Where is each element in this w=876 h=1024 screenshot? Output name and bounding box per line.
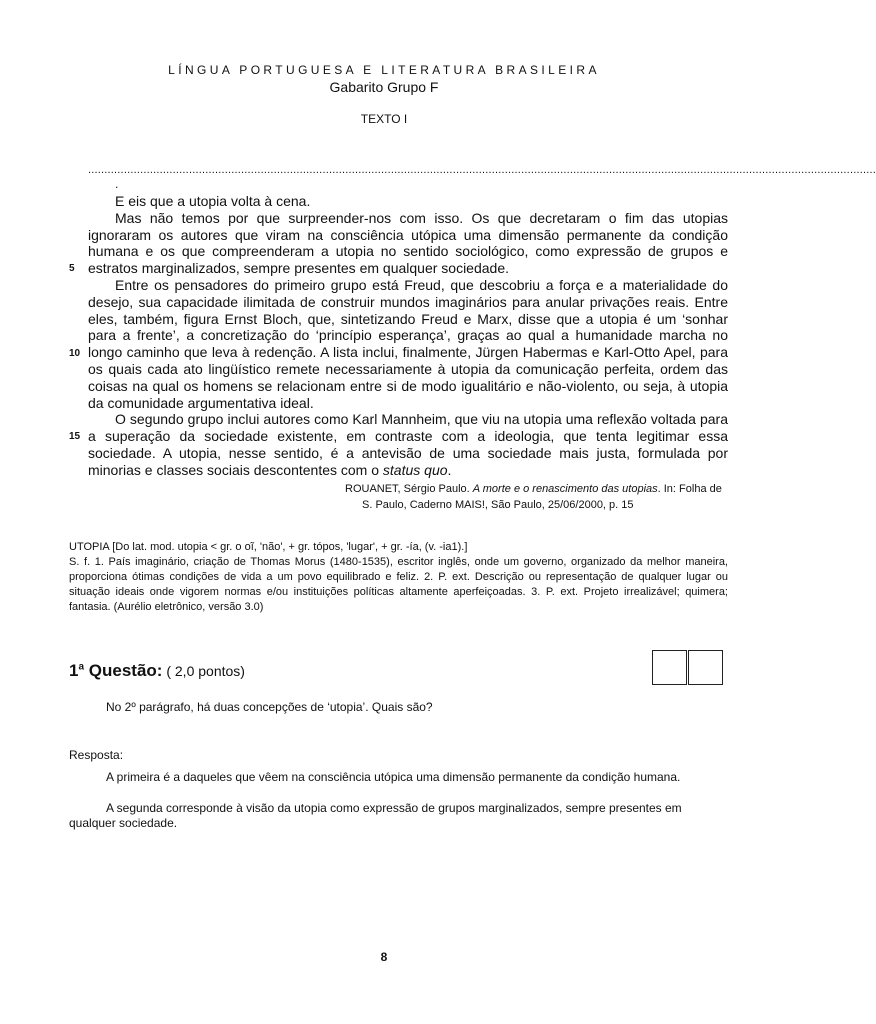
citation-author: ROUANET, Sérgio Paulo.	[345, 483, 470, 495]
citation-source: . In: Folha de	[657, 483, 722, 495]
page-number: 8	[380, 950, 388, 964]
citation	[345, 481, 730, 513]
question-ordinal: a	[78, 661, 85, 673]
citation-title: A morte e o renascimento das utopias	[472, 483, 658, 495]
passage-paragraph-4	[88, 411, 728, 478]
line-number-10: 10	[69, 348, 81, 359]
line-number-15: 15	[69, 431, 81, 442]
passage-paragraph-4-text: O segundo grupo inclui autores como Karl Mannheim, que viu na utopia uma reflexão voltada para a superação da sociedade existente, em contraste com a ideologia, que tenta legitimar essa sociedade. A utopia, nesse sentido, é a antevisão de uma sociedade mais justa, formulada por minorias e classes sociais descontentes com o	[88, 411, 728, 478]
dictionary-entry	[69, 540, 728, 615]
dictionary-definition: S. f. 1. País imaginário, criação de Thomas Morus (1480-1535), escritor inglês, onde um governo, organizado da melhor maneira, proporciona ótimas condições de vida a um povo equilibrado e feliz. 2. P. ext. Descrição ou representação de qualquer lugar ou situação ideais onde vigorem normas e/ou instituições políticas altamente aperfeiçoadas. 3. P. ext. Projeto irrealizável; quimera; fantasia. (Aurélio eletrônico, versão 3.0)	[69, 556, 728, 613]
answer-paragraph-2	[69, 801, 728, 831]
citation-line-2: S. Paulo, Caderno MAIS!, São Paulo, 25/06/2000, p. 15	[362, 499, 634, 511]
question-number: 1	[69, 661, 79, 680]
passage-paragraph-2: Mas não temos por que surpreender-nos com isso. Os que decretaram o fim das utopias ignoraram os autores que viram na consciência utópica uma dimensão permanente da condição humana e os que compreenderam a utopia no sentido sociológico, como expressão de grupos e estratos marginalizados, sempre presentes em qualquer sociedade.	[88, 209, 728, 277]
question-title	[69, 661, 245, 681]
score-box-2	[688, 650, 723, 685]
score-box-1	[652, 650, 687, 685]
status-quo-italic: status quo	[382, 461, 448, 478]
question-label: Questão:	[88, 661, 163, 680]
answer-label: Resposta:	[69, 748, 124, 762]
text-title: TEXTO I	[360, 112, 408, 126]
dictionary-headword: UTOPIA [Do lat. mod. utopia < gr. o oĩ, 'não', + gr. tópos, 'lugar', + gr. -ía, (v. -ia1).]	[69, 541, 468, 553]
dotted-separator: ..................................................................................................................................................................................................................................................	[88, 164, 876, 176]
question-points: ( 2,0 pontos)	[166, 663, 245, 679]
passage-end-period: .	[447, 461, 452, 478]
passage-paragraph-3: Entre os pensadores do primeiro grupo está Freud, que descobriu a força e a materialidade do desejo, sua capacidade ilimitada de construir mundos imaginários para anular privações reais. Entre eles, também, figura Ernst Bloch, que, sintetizando Freud e Marx, disse que a utopia é um ‘sonhar para a frente’, a concretização do ‘princípio esperança’, graças ao qual a humanidade marcha no longo caminho que leva à redenção. A lista inclui, finalmente, Jürgen Habermas e Karl-Otto Apel, para os quais cada ato lingüístico remete necessariamente à utopia da comunicação perfeita, ordem das coisas na qual os homens se relacionam entre si de modo igualitário e não-violento, ou seja, à utopia da comunidade argumentativa ideal.	[88, 276, 728, 411]
separator-dot: .	[115, 177, 119, 191]
answer-p2-line1: A segunda corresponde à visão da utopia como expressão de grupos marginalizados, sempre presentes em	[106, 801, 682, 815]
subject-heading: LÍNGUA PORTUGUESA E LITERATURA BRASILEIRA	[168, 63, 600, 77]
answer-p2-line2: qualquer sociedade.	[69, 816, 178, 830]
line-number-5: 5	[69, 263, 75, 274]
answer-key-subtitle: Gabarito Grupo F	[329, 79, 439, 95]
passage-text	[88, 193, 728, 479]
answer-p1-text: A primeira é a daqueles que vêem na consciência utópica uma dimensão permanente da condição humana.	[106, 770, 681, 784]
answer-paragraph-1	[69, 770, 728, 785]
question-text: No 2º parágrafo, há duas concepções de ‘utopia’. Quais são?	[106, 700, 433, 714]
passage-paragraph-1: E eis que a utopia volta à cena.	[115, 193, 311, 209]
